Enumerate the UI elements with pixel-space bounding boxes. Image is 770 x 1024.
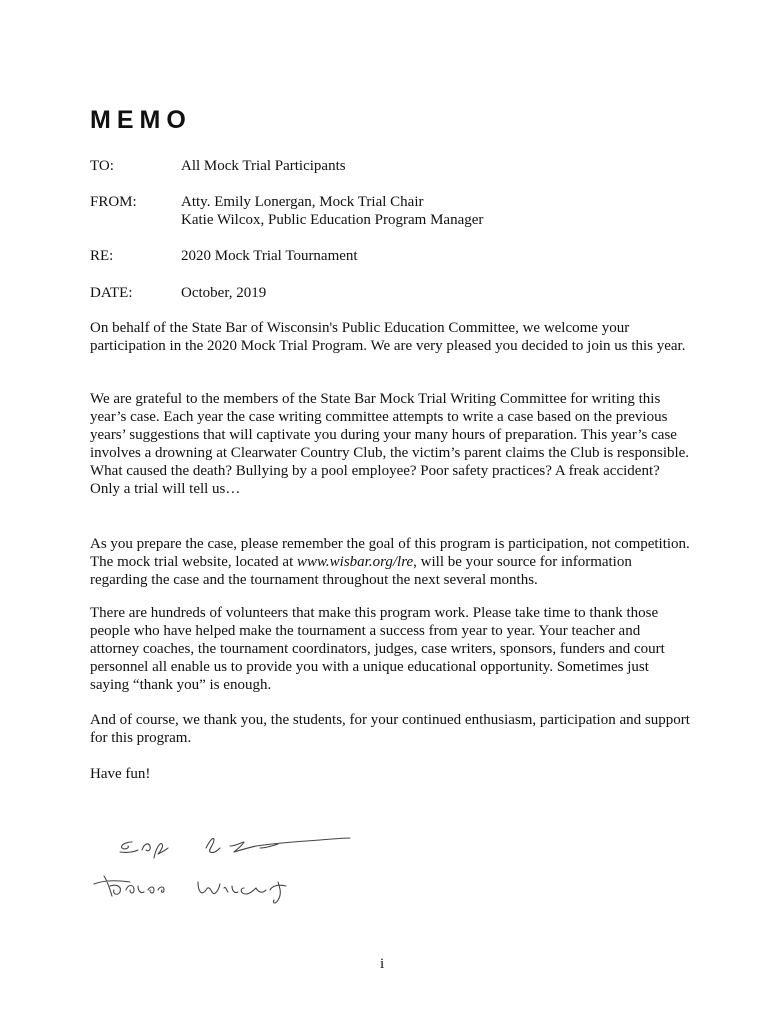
- paragraph-prepare: [90, 535, 690, 589]
- paragraph-case: We are grateful to the members of the State Bar Mock Trial Writing Committee for writing this year’s case. Each year the case writing committee attempts to write a case based on the previous years’ suggestions that will captivate you during your many hours of preparation. This year’s case involves a drowning at Clearwater Country Club, the victim’s parent claims the Club is responsible. What caused the death? Bullying by a pool employee? Poor safety practices? A freak accident? Only a trial will tell us…: [90, 391, 690, 497]
- paragraph-thanks: And of course, we thank you, the students, for your continued enthusiasm, participation and support for this program.: [90, 712, 690, 746]
- signature-katie-wilcox: [90, 868, 310, 908]
- header-to-label: TO:: [90, 158, 114, 174]
- paragraph-volunteers: There are hundreds of volunteers that make this program work. Please take time to thank those people who have helped make the tournament a success from year to year. Your teacher and attorney coaches, the tournament coordinators, judges, case writers, sponsors, funders and court personnel all enable us to provide you with a unique educational opportunity. Sometimes just saying “thank you” is enough.: [90, 605, 665, 693]
- header-date-value: October, 2019: [181, 285, 267, 301]
- header-date-label: DATE:: [90, 285, 133, 301]
- header-re-label: RE:: [90, 248, 114, 264]
- paragraph-prepare-text-2: , will be your source for information regarding the case and the tournament throughout the next several months.: [90, 554, 632, 588]
- paragraph-prepare-text-1: As you prepare the case, please remember the goal of this program is participation, not competition. The mock trial website, located at: [90, 536, 690, 570]
- page-number: i: [380, 956, 385, 972]
- signature-emily-lonergan: [110, 828, 360, 868]
- header-to-value: All Mock Trial Participants: [181, 158, 346, 174]
- header-from-value-2: Katie Wilcox, Public Education Program Manager: [181, 212, 484, 228]
- website-link: www.wisbar.org/lre: [297, 554, 414, 570]
- paragraph-closing: Have fun!: [90, 766, 151, 782]
- header-from-label: FROM:: [90, 194, 137, 210]
- paragraph-welcome: On behalf of the State Bar of Wisconsin's Public Education Committee, we welcome your participation in the 2020 Mock Trial Program. We are very pleased you decided to join us this year.: [90, 320, 686, 354]
- header-re-value: 2020 Mock Trial Tournament: [181, 248, 358, 264]
- memo-title: MEMO: [90, 106, 192, 134]
- header-from-value-1: Atty. Emily Lonergan, Mock Trial Chair: [181, 194, 424, 210]
